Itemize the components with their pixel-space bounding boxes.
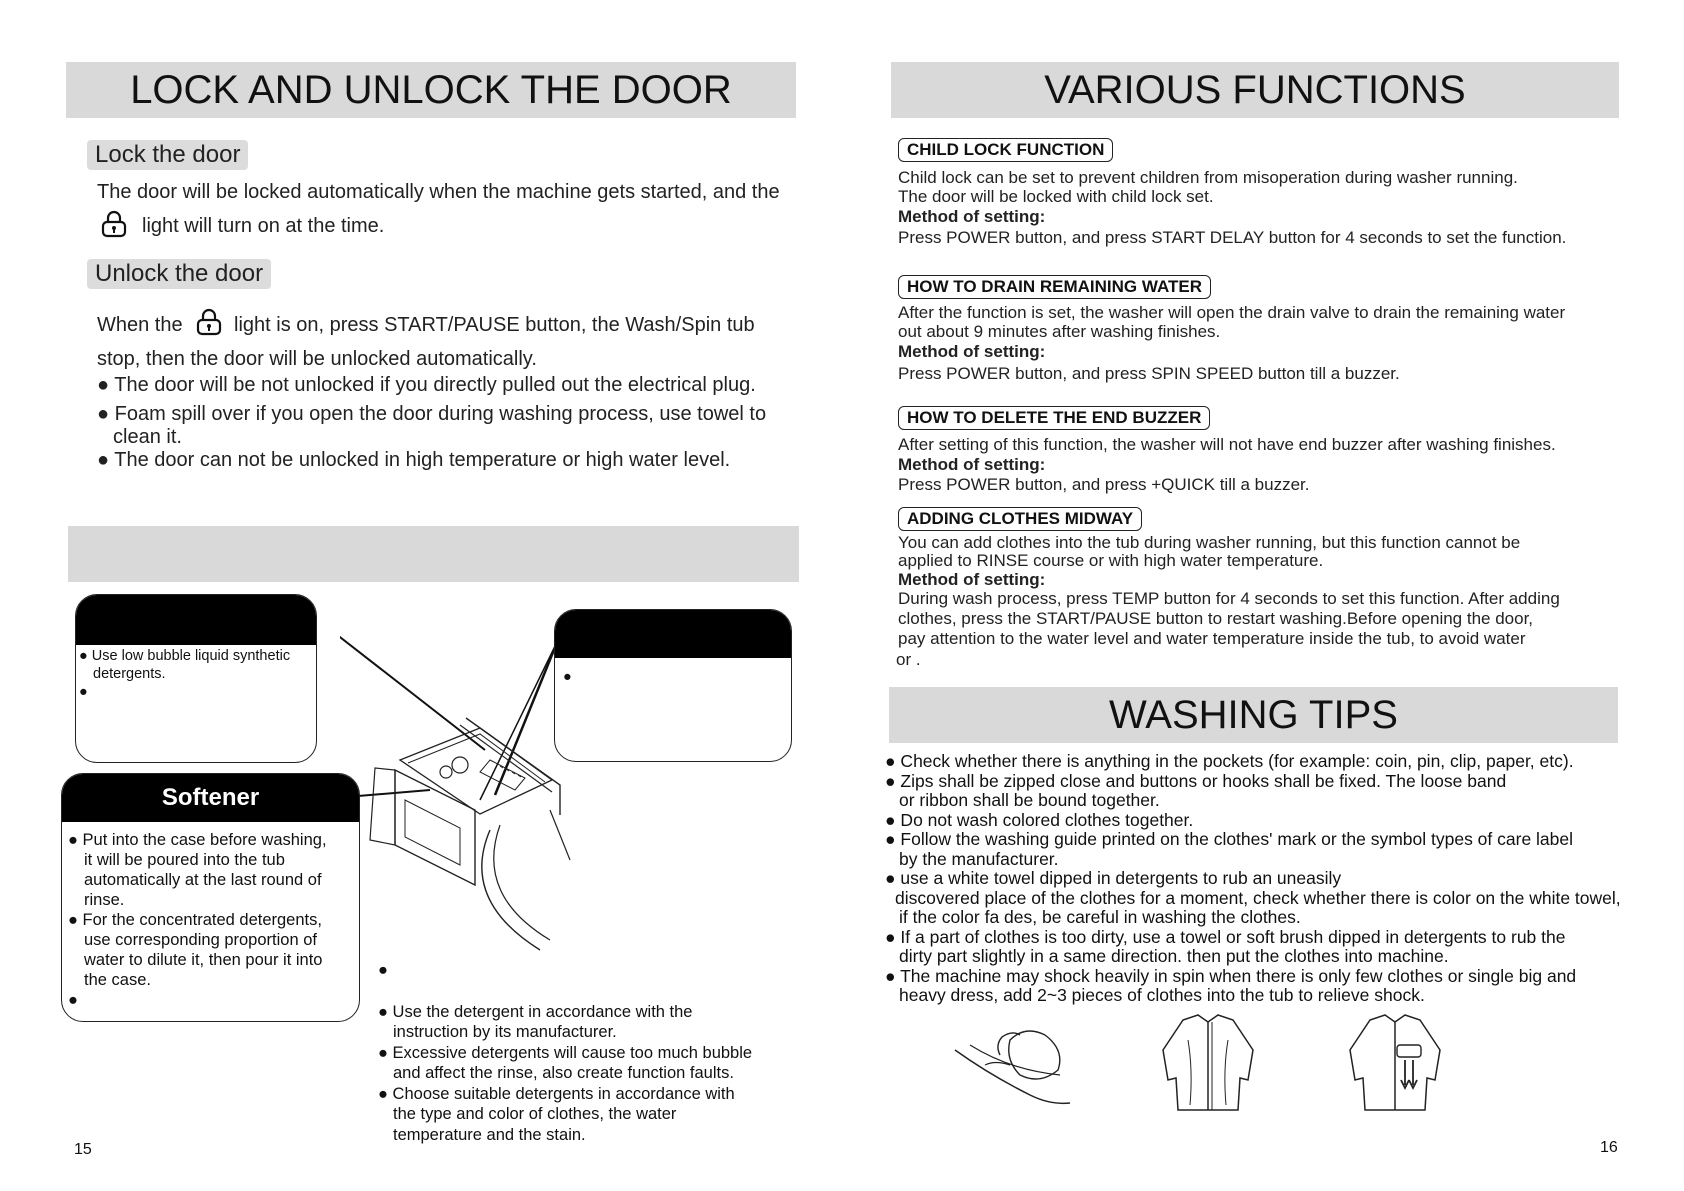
softener-line-2: it will be poured into the tub xyxy=(84,851,285,869)
lock-door-text-2: light will turn on at the time. xyxy=(142,215,385,237)
midway-line-6: or . xyxy=(896,650,921,669)
child-lock-line-2: The door will be locked with child lock set. xyxy=(898,187,1214,206)
buzzer-line-1: After setting of this function, the washer will not have end buzzer after washing finishes. xyxy=(898,435,1556,454)
lock-door-text-1: The door will be locked automatically when the machine gets started, and the xyxy=(97,181,780,203)
bottom-bullet-2: ● Excessive detergents will cause too much bubble xyxy=(378,1044,753,1062)
midway-line-1: You can add clothes into the tub during washer running, but this function cannot be xyxy=(898,533,1521,552)
towel-rub-illustration xyxy=(950,1015,1100,1115)
unlock-bullet-2-cont: clean it. xyxy=(113,426,182,448)
softener-line-6: use corresponding proportion of xyxy=(84,931,317,949)
padlock-icon xyxy=(196,308,222,336)
page-number-right: 16 xyxy=(1600,1139,1618,1156)
softener-title: Softener xyxy=(62,774,359,822)
washing-tips-title: WASHING TIPS xyxy=(1109,692,1398,737)
tip-line-11: dirty part slightly in a same direction. then put the clothes into machine. xyxy=(899,946,1449,966)
lock-unlock-title: LOCK AND UNLOCK THE DOOR xyxy=(130,67,732,112)
unlock-bullet-3: ● The door can not be unlocked in high temperature or high water level. xyxy=(97,449,731,471)
softener-line-4: rinse. xyxy=(84,891,125,909)
detergent-callout-line-1: ● Use low bubble liquid synthetic xyxy=(79,648,291,664)
washing-tips-title-band xyxy=(889,687,1618,743)
drain-method-label: Method of setting: xyxy=(898,342,1046,361)
child-lock-line-3: Press POWER button, and press START DELAY button for 4 seconds to set the function. xyxy=(898,228,1567,247)
detergent-callout-line-3: ● xyxy=(79,684,88,700)
midway-line-2: applied to RINSE course or with high water temperature. xyxy=(898,551,1324,570)
tip-line-9: if the color fa des, be careful in washing the clothes. xyxy=(899,907,1301,927)
midway-line-4: clothes, press the START/PAUSE button to restart washing.Before opening the door, xyxy=(898,609,1534,628)
adding-clothes-tag: ADDING CLOTHES MIDWAY xyxy=(898,507,1142,531)
bottom-bullet-2-cont: and affect the rinse, also create function faults. xyxy=(393,1064,734,1082)
tip-line-13: heavy dress, add 2~3 pieces of clothes into the tub to relieve shock. xyxy=(899,985,1425,1005)
page-number-left: 15 xyxy=(74,1141,92,1158)
various-functions-title-band xyxy=(891,62,1619,118)
tip-line-1: ● Check whether there is anything in the pockets (for example: coin, pin, clip, paper, etc). xyxy=(885,751,1574,771)
child-lock-tag: CHILD LOCK FUNCTION xyxy=(898,138,1113,162)
midway-line-5: pay attention to the water level and water temperature inside the tub, to avoid water xyxy=(898,629,1526,648)
bottom-bullet-1: ● Use the detergent in accordance with the xyxy=(378,1003,693,1021)
unlock-bullet-2: ● Foam spill over if you open the door during washing process, use towel to xyxy=(97,403,767,425)
drain-line-3: Press POWER button, and press SPIN SPEED button till a buzzer. xyxy=(898,364,1400,383)
drain-line-2: out about 9 minutes after washing finishes. xyxy=(898,322,1221,341)
buzzer-method-label: Method of setting: xyxy=(898,455,1046,474)
child-lock-line-1: Child lock can be set to prevent children from misoperation during washer running. xyxy=(898,168,1518,187)
unlock-text-1b: light is on, press START/PAUSE button, the Wash/Spin tub xyxy=(234,314,755,336)
detergent-callout xyxy=(75,594,317,763)
detergent-section-band xyxy=(68,526,799,582)
tip-line-4: ● Do not wash colored clothes together. xyxy=(885,810,1194,830)
buzzer-line-2: Press POWER button, and press +QUICK till a buzzer. xyxy=(898,475,1310,494)
padlock-icon xyxy=(101,210,127,238)
midway-line-3: During wash process, press TEMP button for 4 seconds to set this function. After adding xyxy=(898,589,1560,608)
softener-callout xyxy=(61,773,360,1022)
softener-line-7: water to dilute it, then pour it into xyxy=(84,951,323,969)
pre-wash-callout-bullet: ● xyxy=(563,669,572,685)
shirt-brush-illustration xyxy=(1335,1010,1455,1115)
drain-line-1: After the function is set, the washer will open the drain valve to drain the remaining water xyxy=(898,303,1566,322)
tip-line-3: or ribbon shall be bound together. xyxy=(899,790,1160,810)
detergent-callout-line-2: detergents. xyxy=(93,666,166,682)
tip-line-12: ● The machine may shock heavily in spin when there is only few clothes or single big and xyxy=(885,966,1577,986)
unlock-door-heading: Unlock the door xyxy=(87,259,271,289)
midway-method-label: Method of setting: xyxy=(898,570,1046,589)
bottom-bullet-3: ● Choose suitable detergents in accordance with xyxy=(378,1085,735,1103)
drain-water-tag: HOW TO DRAIN REMAINING WATER xyxy=(898,275,1211,299)
softener-line-5: ● For the concentrated detergents, xyxy=(68,911,322,929)
bottom-empty-bullet: ● xyxy=(378,961,388,979)
softener-line-9: ● xyxy=(68,991,78,1009)
tip-line-8: discovered place of the clothes for a moment, check whether there is color on the white towel, xyxy=(895,888,1621,908)
tip-line-10: ● If a part of clothes is too dirty, use a towel or soft brush dipped in detergents to rub the xyxy=(885,927,1566,947)
tip-line-2: ● Zips shall be zipped close and buttons or hooks shall be fixed. The loose band xyxy=(885,771,1507,791)
pre-wash-callout-header xyxy=(555,610,791,658)
shirt-illustration xyxy=(1148,1010,1268,1115)
softener-line-1: ● Put into the case before washing, xyxy=(68,831,327,849)
softener-line-8: the case. xyxy=(84,971,151,989)
bottom-bullet-3-cont: the type and color of clothes, the water xyxy=(393,1105,677,1123)
lock-door-heading: Lock the door xyxy=(87,140,248,170)
tip-line-5: ● Follow the washing guide printed on the clothes' mark or the symbol types of care label xyxy=(885,829,1574,849)
tip-line-7: ● use a white towel dipped in detergents to rub an uneasily xyxy=(885,868,1342,888)
unlock-bullet-1: ● The door will be not unlocked if you directly pulled out the electrical plug. xyxy=(97,374,756,396)
various-functions-title: VARIOUS FUNCTIONS xyxy=(1044,67,1466,112)
lock-unlock-title-band xyxy=(66,62,796,118)
child-lock-method-label: Method of setting: xyxy=(898,207,1046,226)
pre-wash-callout xyxy=(554,609,792,762)
unlock-text-1a: When the xyxy=(97,314,183,336)
bottom-bullet-1-cont: instruction by its manufacturer. xyxy=(393,1023,617,1041)
softener-line-3: automatically at the last round of xyxy=(84,871,322,889)
detergent-callout-header xyxy=(76,595,316,645)
unlock-text-2: stop, then the door will be unlocked automatically. xyxy=(97,348,537,370)
end-buzzer-tag: HOW TO DELETE THE END BUZZER xyxy=(898,406,1210,430)
tip-line-6: by the manufacturer. xyxy=(899,849,1059,869)
bottom-bullet-3-cont-2: temperature and the stain. xyxy=(393,1126,586,1144)
